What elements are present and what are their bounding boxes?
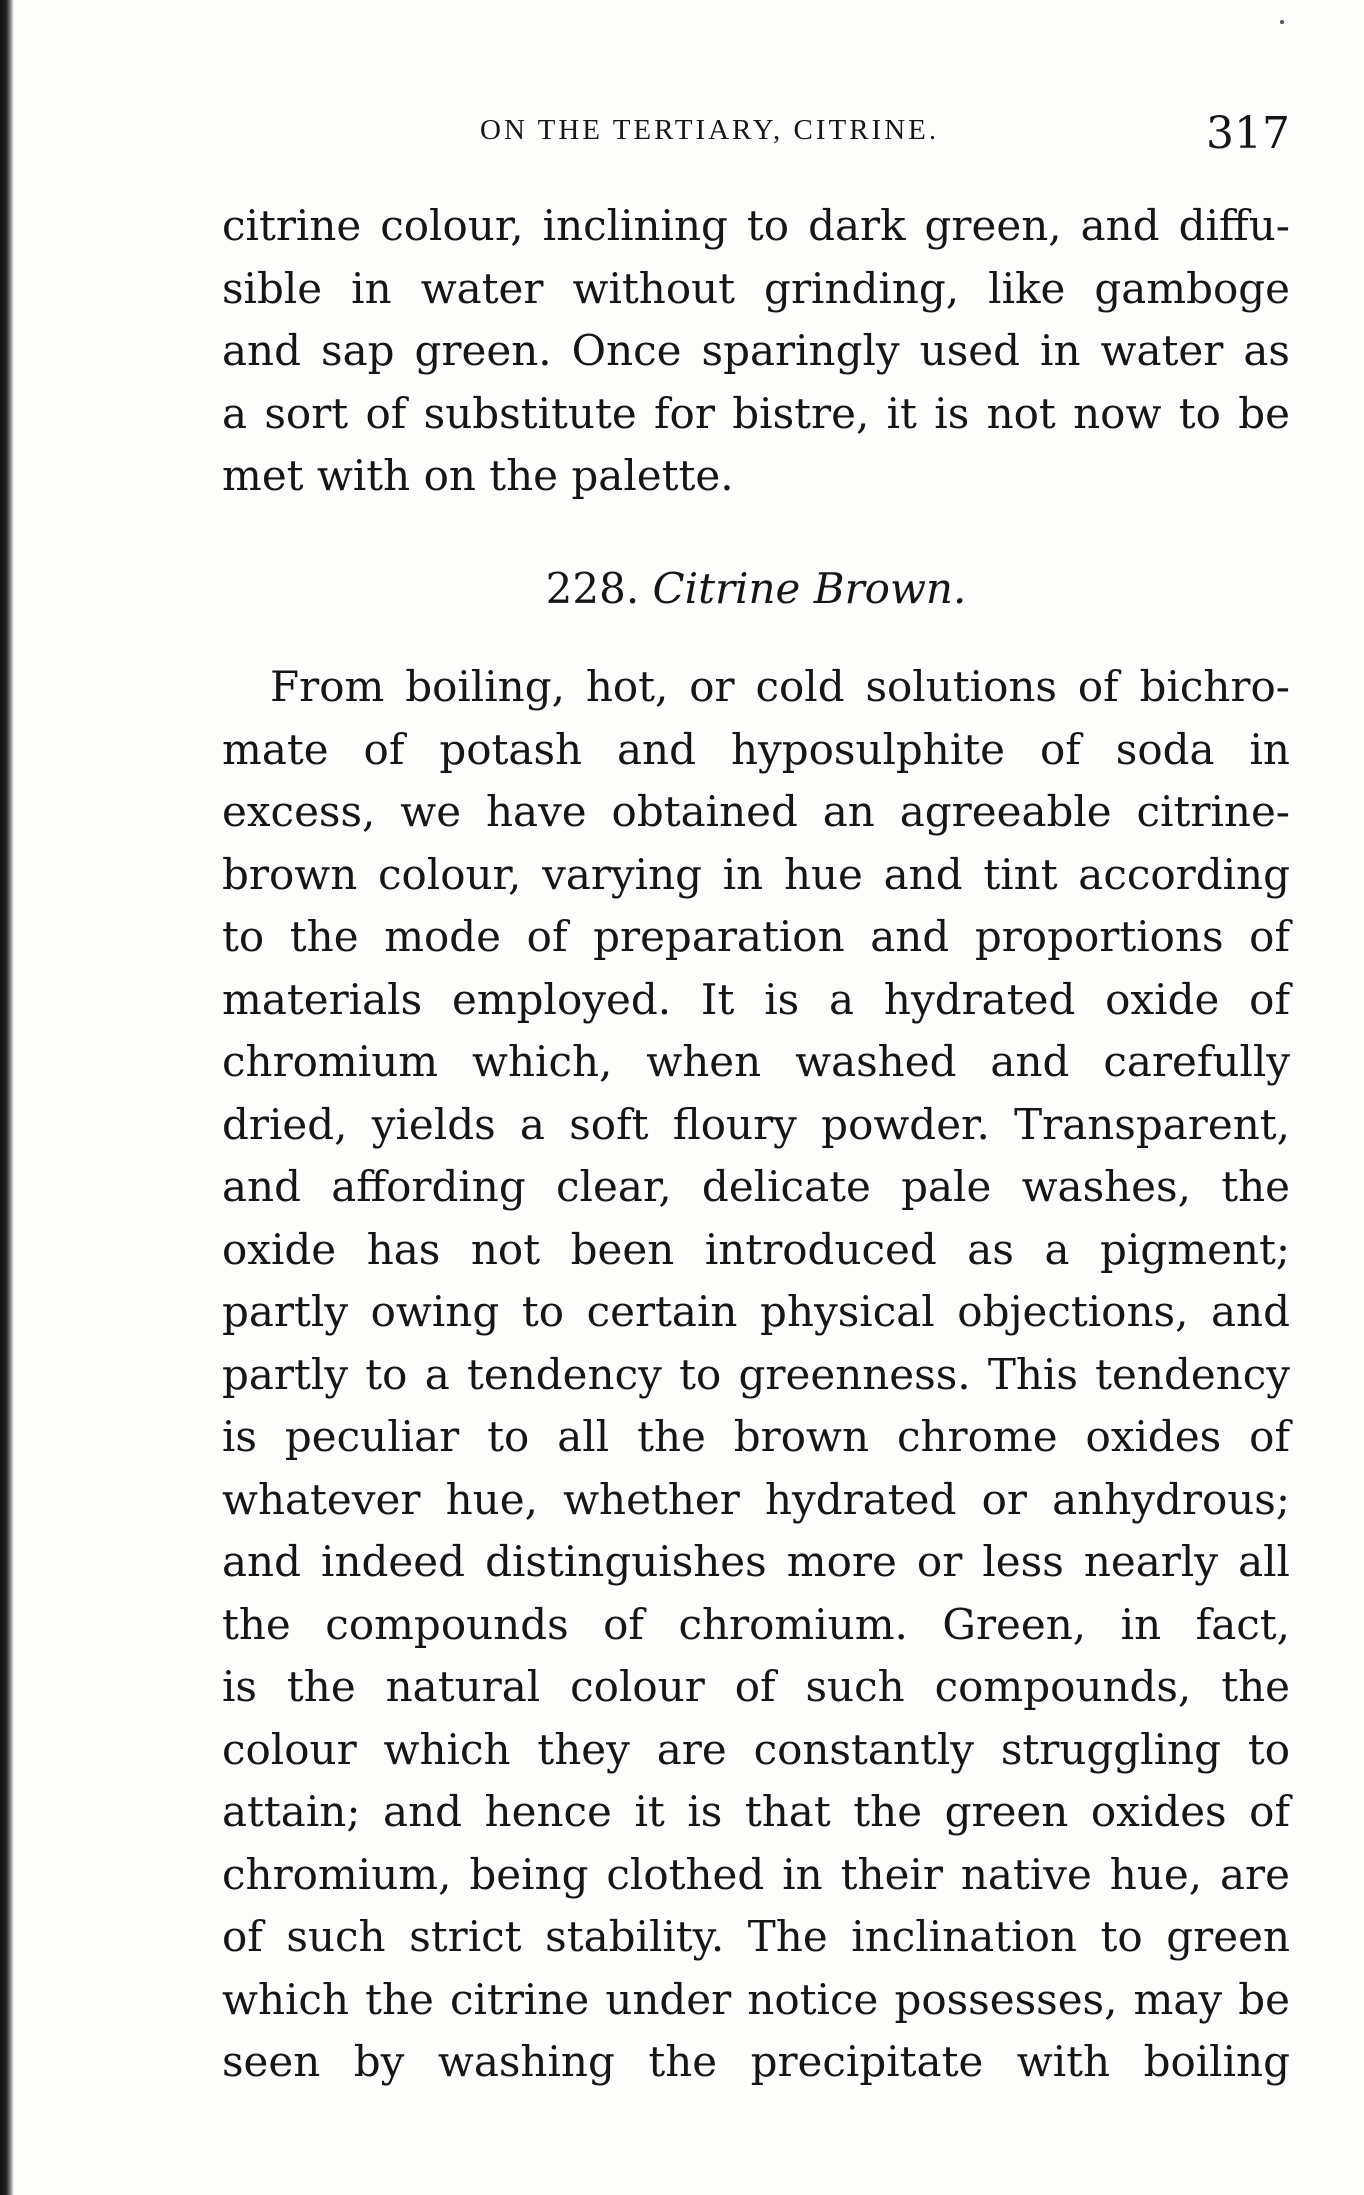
- ink-speck: [1280, 20, 1284, 24]
- text-line: colour which they are constantly struggling to: [222, 1724, 1290, 1774]
- text-line: is the natural colour of such compounds, the: [222, 1662, 1290, 1711]
- text-line: partly owing to certain physical objections, and: [222, 1287, 1290, 1336]
- text-line: oxide has not been introduced as a pigment;: [222, 1224, 1290, 1274]
- text-line: citrine colour, inclining to dark green, and diffu-: [222, 201, 1290, 250]
- page-body: [222, 195, 1290, 2094]
- text-line: seen by washing the precipitate with boiling: [222, 2037, 1290, 2086]
- text-line: sible in water without grinding, like gamboge: [222, 263, 1290, 313]
- paragraph-citrine-brown: [222, 656, 1290, 2094]
- text-line: a sort of substitute for bistre, it is not now to be: [222, 388, 1290, 438]
- text-line: met with on the palette.: [222, 451, 734, 500]
- text-line: of such strict stability. The inclination to green: [222, 1912, 1290, 1961]
- text-line: chromium, being clothed in their native hue, are: [222, 1849, 1290, 1899]
- text-line: brown colour, varying in hue and tint according: [222, 849, 1290, 899]
- text-line: and sap green. Once sparingly used in water as: [222, 326, 1290, 375]
- text-line: which the citrine under notice possesses, may be: [222, 1974, 1290, 2024]
- running-head: ON THE TERTIARY, CITRINE.: [480, 114, 940, 146]
- page-number: 317: [1206, 108, 1290, 159]
- text-line: is peculiar to all the brown chrome oxides of: [222, 1412, 1290, 1461]
- paragraph-continued: [222, 195, 1290, 508]
- text-line: excess, we have obtained an agreeable citrine-: [222, 787, 1290, 836]
- text-line: From boiling, hot, or cold solutions of bichro-: [270, 662, 1290, 711]
- section-heading: [222, 558, 1290, 621]
- section-number: 228.: [545, 563, 640, 613]
- text-line: the compounds of chromium. Green, in fact,: [222, 1599, 1290, 1649]
- text-line: whatever hue, whether hydrated or anhydrous;: [222, 1474, 1290, 1524]
- text-line: and indeed distinguishes more or less nearly all: [222, 1537, 1290, 1586]
- page-binding-edge: [0, 0, 14, 2195]
- text-line: attain; and hence it is that the green oxides of: [222, 1787, 1290, 1836]
- text-line: and affording clear, delicate pale washes, the: [222, 1162, 1290, 1211]
- text-line: chromium which, when washed and carefully: [222, 1037, 1290, 1086]
- page-header: [222, 108, 1290, 158]
- text-line: materials employed. It is a hydrated oxide of: [222, 974, 1290, 1024]
- text-line: partly to a tendency to greenness. This tendency: [222, 1349, 1290, 1399]
- section-title: Citrine Brown.: [652, 563, 967, 613]
- text-line: mate of potash and hyposulphite of soda in: [222, 724, 1290, 774]
- text-line: dried, yields a soft floury powder. Transparent,: [222, 1099, 1290, 1149]
- text-line: to the mode of preparation and proportions of: [222, 912, 1290, 961]
